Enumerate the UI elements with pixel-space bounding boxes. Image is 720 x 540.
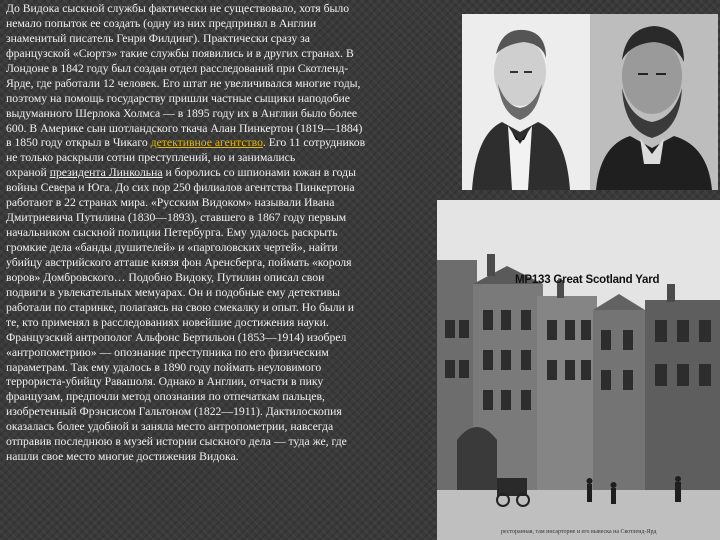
- text-line: Французский антрополог Альфонс Бертильон (1853—1914) изобрел: [6, 330, 347, 344]
- text-line: Ярде, где работали 12 человек. Его штат не увеличивался многие годы,: [6, 76, 361, 90]
- president-lincoln-link[interactable]: президента Линкольна: [49, 166, 163, 180]
- text-line: воров» Домбровского… Подобно Видоку, Путилин описал свои: [6, 270, 325, 284]
- text-line: террориста-убийцу Равашоля. Однако в Англии, отчасти в пику: [6, 375, 324, 389]
- photo-plate-text: ресторанная, там инсарторне и его вывеска на Скотленд-Ярд: [501, 529, 657, 535]
- text-segment: и боролись со шпионами южан в годы: [162, 166, 356, 180]
- text-line: изобретенный Фрэнсисом Гальтоном (1822—1911). Дактилоскопия: [6, 405, 342, 419]
- text-line: 600. В Америке сын шотландского ткача Алан Пинкертон (1819—1884): [6, 121, 363, 135]
- text-line: убийцу австрийского атташе князя фон Аренсберга, поймать «короля: [6, 255, 352, 269]
- text-line: подвиги в увлекательных мемуарах. Он и подобные ему детективы: [6, 285, 340, 299]
- article-text: [6, 2, 446, 465]
- text-line: поэтому на помощь государству пришли частные сыщики наподобие: [6, 91, 350, 105]
- text-line: не только раскрыли сотни преступлений, но и занимались: [6, 151, 296, 165]
- text-line: войны Севера и Юга. До сих пор 250 филиалов агентства Пинкертона: [6, 181, 355, 195]
- detective-agency-link[interactable]: детективное агентство: [150, 136, 263, 150]
- text-line: нашли свое место многие достижения Видока.: [6, 450, 239, 464]
- photo-caption: MP133 Great Scotland Yard: [515, 274, 660, 286]
- scotland-yard-drawing: [437, 200, 720, 540]
- text-line: французам, предпочли метод опознания по отпечаткам пальцев,: [6, 390, 325, 404]
- text-line: громкие дела «банды душителей» и «парголовских чертей», найти: [6, 241, 338, 254]
- text-line: Лондоне в 1842 году был создан отдел расследований при Скотленд-: [6, 61, 349, 75]
- text-segment: охраной: [6, 166, 50, 180]
- portrait-drawing: [462, 14, 718, 190]
- text-line: оказалась более удобной и заняла место антропометрии, навсегда: [6, 420, 334, 434]
- archway: [457, 427, 497, 500]
- portrait-right-man: [590, 14, 718, 190]
- text-line: работали по старинке, полагаясь на свою смекалку и опыт. Но были и: [6, 300, 355, 314]
- text-line: параметрам. Так ему удалось в 1890 году поймать неуловимого: [6, 360, 322, 374]
- text-line: выдуманного Шерлока Холмса — в 1895 году их в Англии было более: [6, 106, 358, 120]
- text-segment: . Его 11 сотрудников: [262, 136, 366, 150]
- text-line-with-link: [6, 166, 446, 181]
- text-segment: в 1850 году открыл в Чикаго: [6, 136, 151, 150]
- portrait-photo: [462, 14, 718, 190]
- text-line: отправив последнюю в музей истории сыскного дела — туда же, где: [6, 435, 347, 449]
- text-line: французской «Сюртэ» такие службы появились и в других странах. В: [6, 46, 354, 60]
- text-line: немало попыток ее создать (одну из них предпринял в Англии: [6, 16, 317, 30]
- text-line: начальником сыскной полиции Петербурга. Ему удалось раскрыть: [6, 226, 338, 240]
- text-line: те, кто применял в расследованиях новейшие достижения науки.: [6, 315, 329, 329]
- text-line: «антропометрию» — опознание преступника по его физическим: [6, 345, 329, 359]
- text-line: Дмитриевича Путилина (1830—1893), ставшего в 1867 году первым: [6, 211, 347, 225]
- text-line-with-link: [6, 136, 446, 151]
- text-line: работают в 22 странах мира. «Русским Видоком» называли Ивана: [6, 196, 335, 210]
- scotland-yard-photo: [437, 200, 720, 540]
- text-line: знаменитый писатель Генри Филдинг). Практически сразу за: [6, 31, 310, 45]
- text-line: До Видока сыскной службы фактически не существовало, хотя было: [6, 2, 350, 15]
